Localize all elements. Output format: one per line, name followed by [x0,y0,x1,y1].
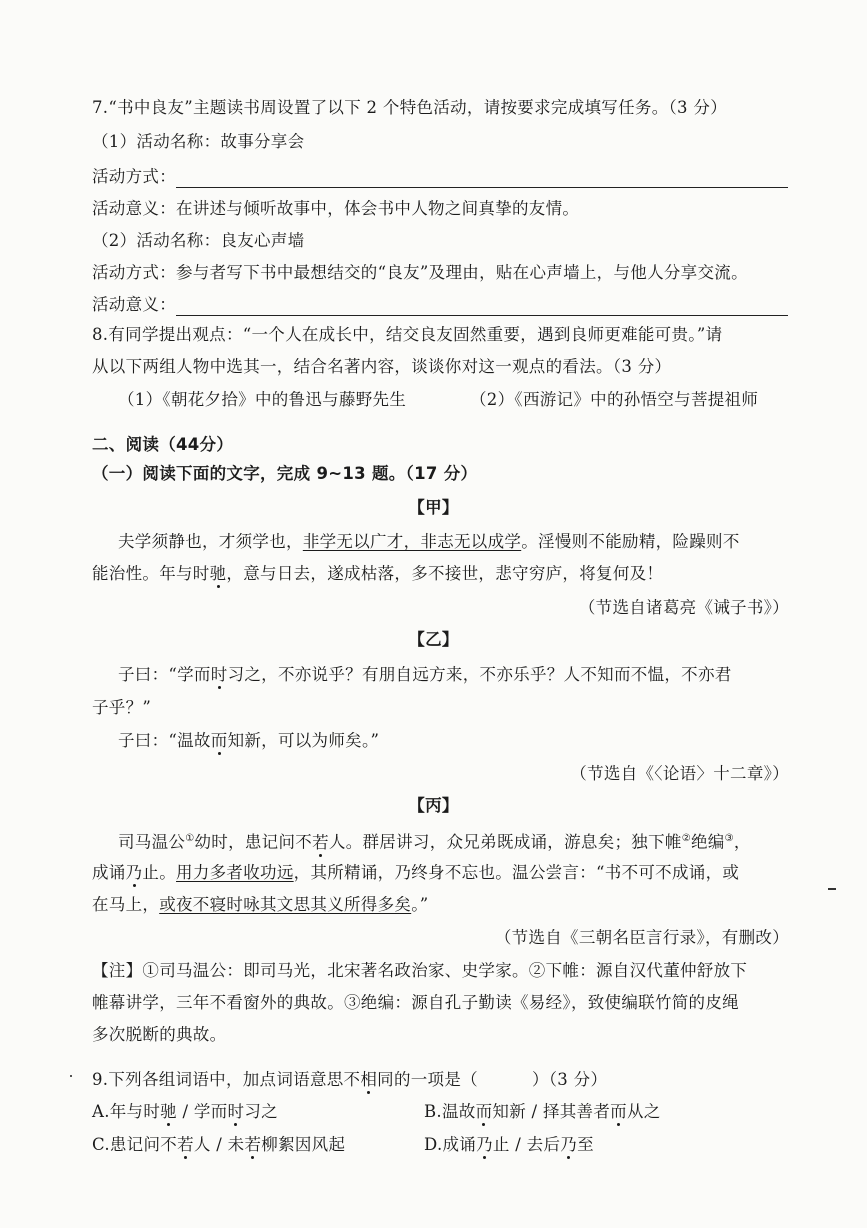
passage-bing-line3: 在马上，或夜不寝时咏其文思其义所得多矣。” [92,895,429,914]
passage-jia-source: （节选自诸葛亮《诫子书》） [578,598,789,617]
q9-option-b: B.温故而知新 / 择其善者而从之 [424,1102,661,1121]
passage-yi-line1: 子曰：“学而时习之，不亦说乎？有朋自远方来，不亦乐乎？人不知而不愠，不亦君 [118,665,732,684]
passage-bing-label: 【丙】 [408,796,459,815]
passage-yi-line2: 子乎？” [92,698,152,717]
meaning-label: 活动意义： [92,295,176,314]
meaning-label: 活动意义： [92,199,176,218]
q7-activity1-method [92,166,788,188]
section2-title: 二、阅读（44分） [92,435,234,454]
q8-option2: （2）《西游记》中的孙悟空与菩提祖师 [470,390,759,409]
underlined-sentence: 或夜不寝时咏其文思其义所得多矣 [159,895,412,914]
method-label: 活动方式： [92,167,176,186]
passage-yi-line3: 子曰：“温故而知新，可以为师矣。” [118,731,380,750]
q9-option-d: D.成诵乃止 / 去后乃至 [424,1135,594,1154]
underlined-sentence: 用力多者收功远 [176,863,294,882]
q9-option-c: C.患记问不若人 / 未若柳絮因风起 [92,1135,346,1154]
note-ref: ③ [724,833,734,844]
q7-activity2-name: （2）活动名称：良友心声墙 [92,231,305,250]
passage-jia-line1: 夫学须静也，才须学也，非学无以广才，非志无以成学。淫慢则不能励精，险躁则不 [118,532,740,551]
q7-activity1-meaning: 活动意义：在讲述与倾听故事中，体会书中人物之间真挚的友情。 [92,199,580,218]
q7-stem: 7.“书中良友”主题读书周设置了以下 2 个特色活动，请按要求完成填写任务。（3 分） [92,98,727,117]
passage-jia-label: 【甲】 [408,498,459,517]
passage-bing-line2: 成诵乃止。用力多者收功远，其所精诵，乃终身不忘也。温公尝言：“书不可不成诵，或 [92,863,740,882]
passage-jia-line2: 能治性。年与时驰，意与日去，遂成枯落，多不接世，悲守穷庐，将复何及！ [92,564,664,583]
q7-activity1-name: （1）活动名称：故事分享会 [92,132,305,151]
dotted-word: 时 [210,665,228,684]
passage-bing-line1: 司马温公①幼时，患记问不若人。群居讲习，众兄弟既成诵，游息矣；独下帷②绝编③， [118,832,751,852]
note-ref: ① [185,833,195,844]
note-line3: 多次脱断的典故。 [92,1025,227,1044]
q8-option1: （1）《朝花夕拾》中的鲁迅与藤野先生 [118,390,407,409]
note-ref: ② [681,833,691,844]
q7-activity2-method: 活动方式：参与者写下书中最想结交的“良友”及理由，贴在心声墙上，与他人分享交流。 [92,263,748,282]
dotted-word: 而 [210,731,228,750]
q9-stem: 9.下列各组词语中，加点词语意思不相同的一项是（ ）（3 分） [92,1070,608,1089]
method-label: 活动方式： [92,263,176,282]
q9-option-a: A.年与时驰 / 学而时习之 [92,1102,278,1121]
q7-activity1-method-blank[interactable] [176,169,788,188]
q7-activity2-meaning-blank[interactable] [176,297,788,316]
underlined-sentence: 非学无以广才，非志无以成学 [302,532,522,551]
dotted-word: 驰 [209,564,227,583]
note-line2: 帷幕讲学，三年不看窗外的典故。③绝编：源自孔子勤读《易经》，致使编联竹简的皮绳 [92,993,739,1012]
passage-yi-label: 【乙】 [408,630,459,649]
q8-line2: 从以下两组人物中选其一，结合名著内容，谈谈你对这一观点的看法。（3 分） [92,357,672,376]
note-line1: 【注】①司马温公：即司马光，北宋著名政治家、史学家。②下帷：源自汉代董仲舒放下 [92,961,748,980]
passage-yi-source: （节选自《〈论语〉十二章》） [570,764,789,783]
dotted-word: 若 [312,832,329,852]
margin-mark [828,888,836,890]
scan-speck [70,1075,72,1077]
section2-sub1: （一）阅读下面的文字，完成 9~13 题。（17 分） [92,464,478,483]
dotted-word: 乃 [125,863,143,882]
q8-line1: 8.有同学提出观点：“一个人在成长中，结交良友固然重要，遇到良师更难能可贵。”请 [92,325,723,344]
passage-bing-source: （节选自《三朝名臣言行录》，有删改） [494,928,789,947]
dotted-emphasis: 不相同 [343,1070,394,1089]
q7-activity2-meaning [92,294,788,316]
